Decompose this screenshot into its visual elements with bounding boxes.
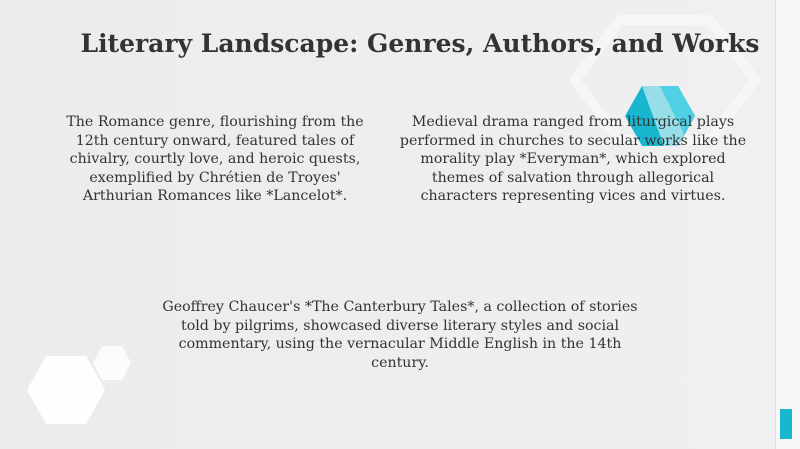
- romance-paragraph: The Romance genre, flourishing from the 12th century onward, featured tales of chivalry, courtly love, and heroic quests, exemplified by Chrétien de Troyes' Arthurian Romances like *Lancelot*.: [66, 114, 364, 205]
- slide-title: Literary Landscape: Genres, Authors, and Works: [80, 29, 760, 58]
- accent-tab: [780, 409, 792, 439]
- drama-paragraph: Medieval drama ranged from liturgical plays performed in churches to secular works like the morality play *Everyman*, which explored themes of salvation through allegorical characters representing vices and virtues.: [399, 114, 747, 205]
- chaucer-paragraph: Geoffrey Chaucer's *The Canterbury Tales*, a collection of stories told by pilgrims, showcased diverse literary styles and social commentary, using the vernacular Middle English in the 14th century.: [162, 299, 638, 371]
- white-hexagon-small-decoration: [92, 345, 132, 381]
- right-edge-strip: [775, 0, 800, 449]
